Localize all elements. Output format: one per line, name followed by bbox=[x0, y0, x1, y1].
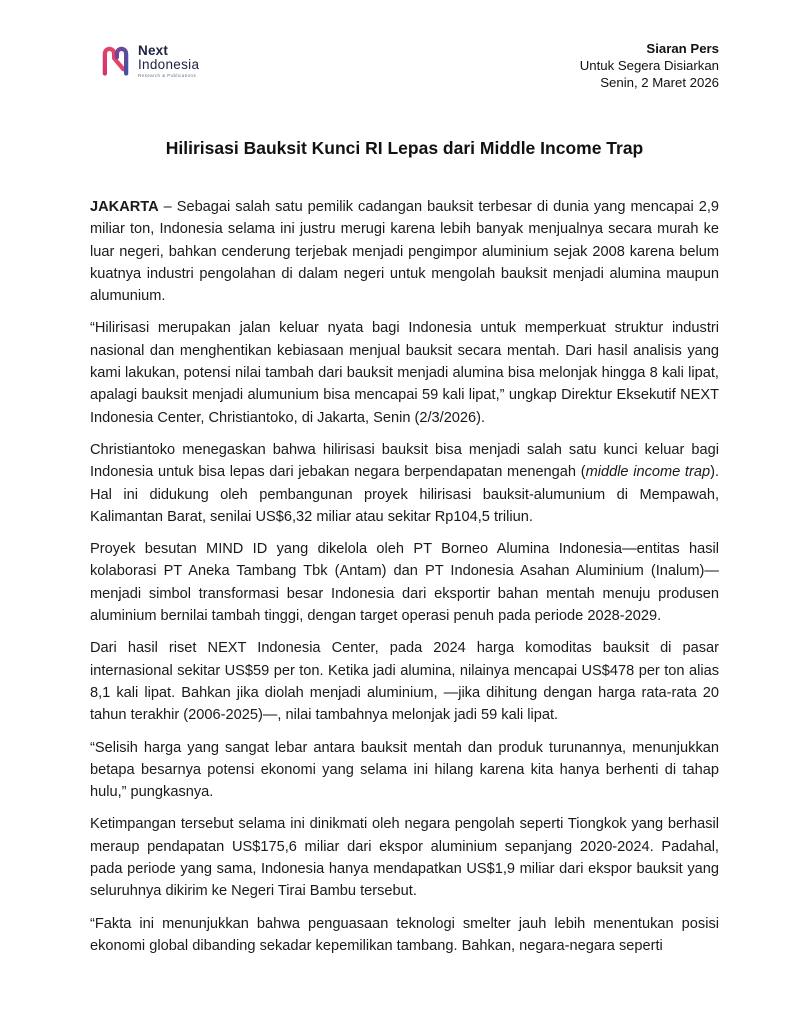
text-run: JAKARTA bbox=[90, 199, 159, 215]
press-release-meta bbox=[580, 40, 719, 91]
paragraph bbox=[90, 813, 719, 902]
text-run: “Selisih harga yang sangat lebar antara bauksit mentah dan produk turunannya, menunjukkan betapa besarnya potensi ekonomi yang selama ini hilang karena kita hanya berhenti di tahap hulu,” pungkasnya. bbox=[90, 739, 719, 801]
next-indonesia-logo-mark-icon bbox=[97, 41, 134, 80]
page-header bbox=[90, 40, 719, 91]
paragraph bbox=[90, 913, 719, 958]
article-body bbox=[90, 196, 719, 957]
text-run: Christiantoko menegaskan bahwa hilirisasi bauksit bisa menjadi salah satu kunci keluar bagi Indonesia untuk bisa lepas dari jebakan negara berpendapatan menengah ( bbox=[90, 441, 719, 481]
text-run: ). Hal ini didukung oleh pembangunan proyek hilirisasi bauksit-alumunium di Mempawah, Kalimantan Barat, senilai US$6,32 miliar atau sekitar Rp104,5 triliun. bbox=[90, 464, 719, 525]
text-run: middle income trap bbox=[585, 464, 711, 481]
text-run: – Sebagai salah satu pemilik cadangan bauksit terbesar di dunia yang mencapai 2,9 miliar ton, Indonesia selama ini justru merugi karena lebih banyak menjualnya secara murah ke luar negeri, bahkan cenderung terjebak menjadi pengimpor aluminium sejak 2008 karena belum kuatnya industri pengolahan di dalam negeri untuk mengolah bauksit menjadi alumina maupun alumunium. bbox=[90, 199, 719, 305]
document-title: Hilirisasi Bauksit Kunci RI Lepas dari Middle Income Trap bbox=[165, 138, 644, 158]
paragraph bbox=[90, 637, 719, 726]
text-run: Ketimpangan tersebut selama ini dinikmati oleh negara pengolah seperti Tiongkok yang berhasil meraup pendapatan US$175,6 miliar dari ekspor aluminium sepanjang 2020-2024. Padahal, pada periode yang sama, Indonesia hanya mendapatkan US$1,9 miliar dari ekspor bauksit yang seluruhnya dikirim ke Negeri Tirai Bambu tersebut. bbox=[90, 816, 719, 900]
text-run: Dari hasil riset NEXT Indonesia Center, pada 2024 harga komoditas bauksit di pasar internasional sekitar US$59 per ton. Ketika jadi alumina, nilainya mencapai US$478 per ton alias 8,1 kali lipat. Bahkan jika diolah menjadi aluminium, —jika dihitung dengan harga rata-rata 20 tahun terakhir (2006-2025)—, nilai tambahnya melonjak jadi 59 kali lipat. bbox=[90, 640, 719, 724]
paragraph bbox=[90, 317, 719, 428]
text-run: “Hilirisasi merupakan jalan keluar nyata bagi Indonesia untuk memperkuat struktur industri nasional dan menghentikan kebiasaan menjual bauksit secara mentah. Dari hasil analisis yang kami lakukan, potensi nilai tambah dari bauksit menjadi alumina bisa melonjak hingga 8 kali lipat, apalagi bauksit menjadi alumunium bisa mencapai 59 kali lipat,” ungkap Direktur Eksekutif NEXT Indonesia Center, Christiantoko, di Jakarta, Senin (2/3/2026). bbox=[90, 320, 719, 426]
brand-tagline: Research & Publications bbox=[138, 73, 197, 79]
meta-siaran-pers: Siaran Pers bbox=[646, 41, 719, 56]
paragraph bbox=[90, 439, 719, 528]
brand-name bbox=[138, 40, 199, 79]
text-run: Proyek besutan MIND ID yang dikelola oleh PT Borneo Alumina Indonesia—entitas hasil kolaborasi PT Aneka Tambang Tbk (Antam) dan PT Indonesia Asahan Aluminium (Inalum)—menjadi simbol transformasi besar Indonesia dari eksportir bahan mentah menuju produsen aluminium bernilai tambah tinggi, dengan target operasi penuh pada periode 2028-2029. bbox=[90, 541, 719, 625]
paragraph bbox=[90, 538, 719, 627]
meta-release-note: Untuk Segera Disiarkan bbox=[579, 58, 719, 73]
brand-name-line1: Next bbox=[138, 43, 169, 58]
text-run: “Fakta ini menunjukkan bahwa penguasaan teknologi smelter jauh lebih menentukan posisi ekonomi global dibanding sekadar kepemilikan tambang. Bahkan, negara-negara seperti bbox=[90, 915, 719, 954]
paragraph bbox=[90, 196, 719, 307]
brand-name-line2: Indonesia bbox=[138, 56, 200, 72]
paragraph bbox=[90, 737, 719, 804]
meta-date: Senin, 2 Maret 2026 bbox=[600, 75, 719, 90]
next-indonesia-logo bbox=[97, 40, 199, 80]
